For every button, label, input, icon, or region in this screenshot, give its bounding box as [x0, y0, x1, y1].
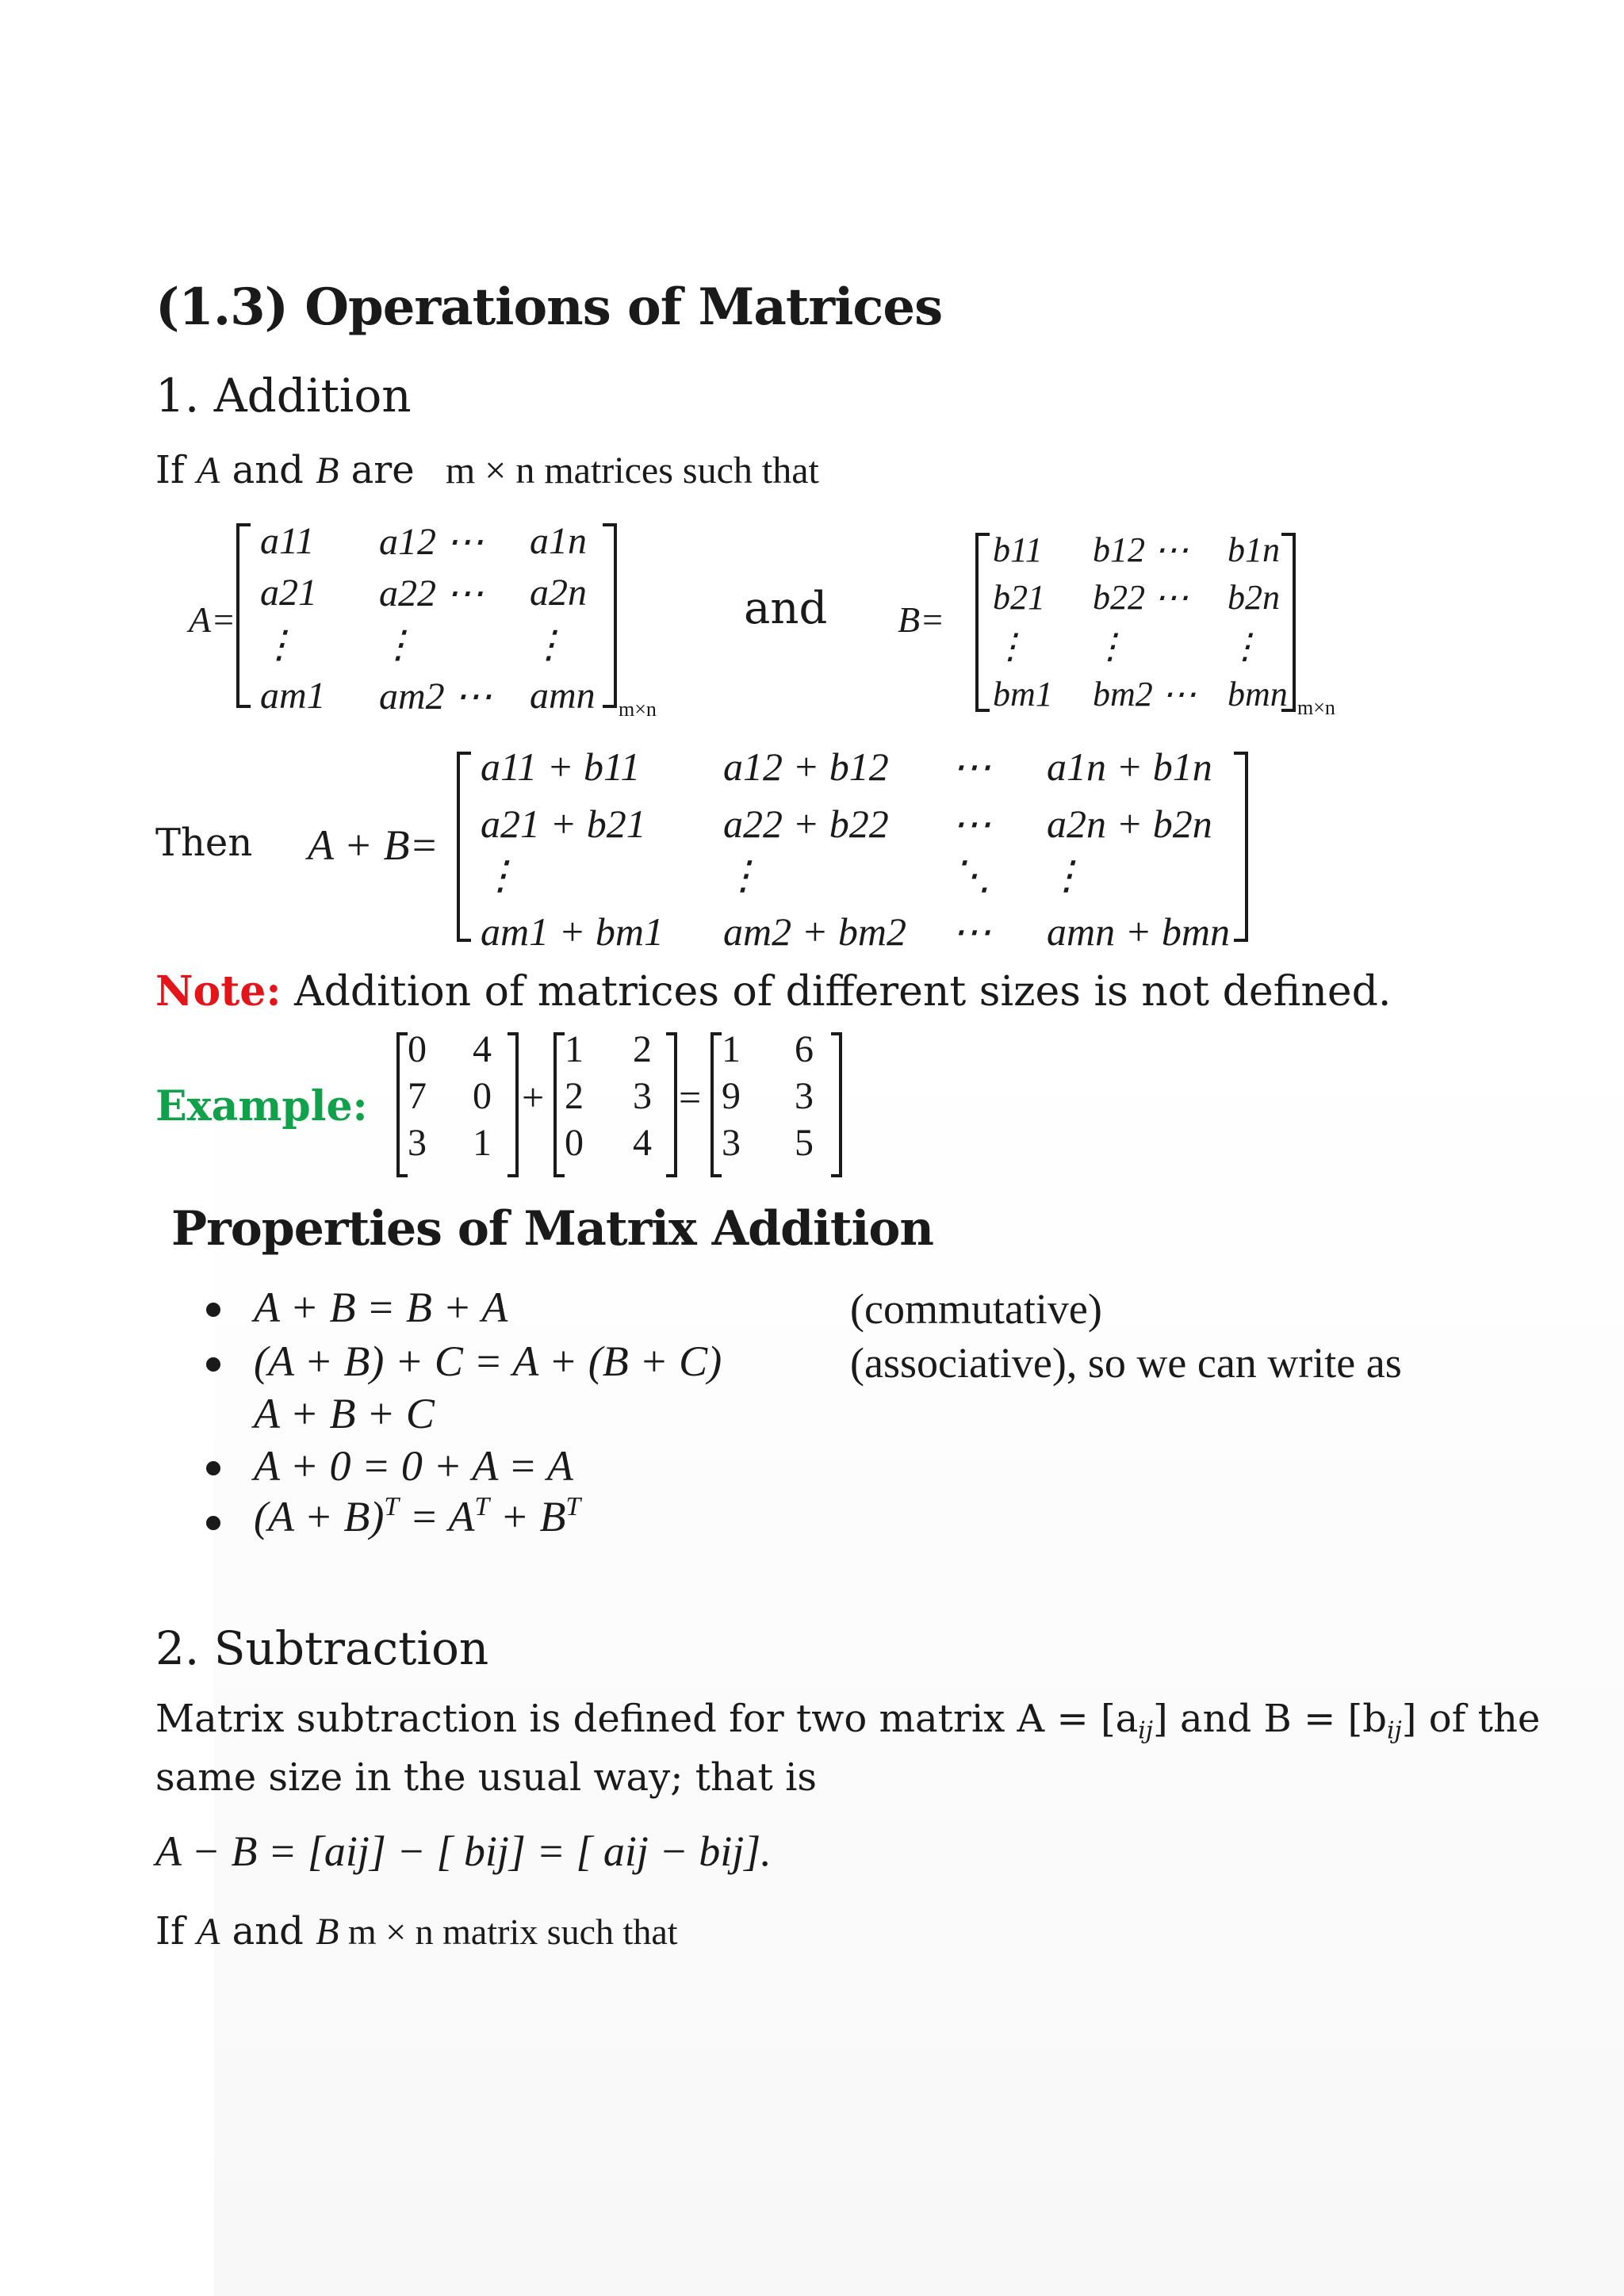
example-bracket-right: [831, 1032, 842, 1177]
bullet: [206, 1303, 220, 1317]
example-matrix-2-cell: 1: [565, 1028, 584, 1070]
last-and: and: [220, 1909, 316, 1954]
note-text: Addition of matrices of different sizes is not defined.: [281, 968, 1392, 1016]
matrix-b-cell: ⋮: [1228, 627, 1262, 666]
sub-line1-end: ] of the: [1401, 1697, 1541, 1741]
property-associative: (A + B) + C = A + (B + C): [254, 1337, 722, 1385]
intro-B: B: [316, 450, 339, 492]
example-matrix-3-cell: 9: [722, 1075, 741, 1117]
matrix-b-cell: b1n: [1228, 530, 1280, 569]
sum-matrix-cell: a12 + b12: [723, 744, 889, 789]
matrix-a-label: A=: [189, 599, 236, 640]
matrix-b-left-bracket: [975, 533, 990, 712]
example-matrix-1-cell: 0: [408, 1028, 427, 1070]
example-matrix-3-cell: 1: [722, 1028, 741, 1070]
matrix-b-cell: b12 ⋯: [1093, 530, 1189, 569]
property-commutative-note: (commutative): [850, 1285, 1102, 1333]
sum-matrix-cell: ⋮: [481, 853, 520, 897]
sub-line1-sub2: ij: [1387, 1716, 1402, 1745]
transpose-part1: (A + B): [254, 1493, 385, 1541]
bullet: [206, 1516, 220, 1530]
example-bracket-left: [553, 1032, 565, 1177]
example-matrix-2-cell: 2: [633, 1028, 652, 1070]
transpose-part3: + B: [489, 1493, 566, 1541]
matrix-a-cell: am1: [260, 675, 326, 717]
subtraction-last-line: [155, 1909, 678, 1954]
example-matrix-1-cell: 3: [408, 1122, 427, 1164]
section-title: (1.3) Operations of Matrices: [155, 277, 943, 337]
example-matrix-3-cell: 6: [795, 1028, 814, 1070]
example-plus: +: [522, 1075, 545, 1119]
subtraction-formula: A − B = [aij] − [ bij] = [ aij − bij].: [155, 1827, 772, 1875]
matrix-a-cell: a22 ⋯: [379, 572, 484, 614]
sum-matrix-cell: ⋯: [952, 802, 991, 846]
sum-matrix-cell: ⋯: [952, 744, 991, 789]
sum-matrix-cell: a11 + b11: [481, 744, 641, 789]
bullet: [206, 1461, 220, 1475]
properties-heading: Properties of Matrix Addition: [171, 1201, 934, 1257]
matrix-b-size: m×n: [1297, 696, 1335, 719]
matrix-a-size: m×n: [619, 698, 657, 721]
sum-matrix-cell: am1 + bm1: [481, 909, 664, 954]
transpose-sup3: T: [565, 1492, 581, 1521]
example-matrix-1-cell: 4: [473, 1028, 492, 1070]
sum-label: A + B=: [308, 821, 439, 869]
property-associative-cont: A + B + C: [254, 1390, 435, 1437]
intro-if: If: [155, 448, 197, 492]
example-matrix-3-cell: 3: [722, 1122, 741, 1164]
matrix-b-cell: bmn: [1228, 675, 1288, 714]
matrix-a-right-bracket: [603, 523, 617, 708]
example-bracket-left: [710, 1032, 722, 1177]
matrix-a-cell: ⋮: [260, 624, 298, 666]
sum-matrix-cell: a1n + b1n: [1047, 744, 1212, 789]
matrix-b-cell: ⋮: [993, 627, 1028, 666]
subtraction-line1: [155, 1697, 1540, 1744]
sum-matrix-cell: ⋱: [952, 853, 991, 897]
last-A: A: [196, 1911, 220, 1953]
property-associative-note: (associative), so we can write as: [850, 1339, 1402, 1387]
sum-right-bracket: [1234, 752, 1248, 942]
and-word: and: [744, 583, 828, 634]
last-if: If: [155, 1909, 197, 1954]
subtraction-line2: same size in the usual way; that is: [155, 1755, 818, 1800]
transpose-sup2: T: [474, 1492, 490, 1521]
property-transpose: [254, 1492, 580, 1541]
matrix-a-cell: a11: [260, 520, 315, 562]
matrix-b-label: B=: [898, 599, 945, 640]
sum-matrix-cell: a21 + b21: [481, 802, 646, 846]
sum-matrix-cell: ⋯: [952, 909, 991, 954]
intro-A: A: [196, 450, 220, 492]
bullet: [206, 1357, 220, 1372]
matrix-b-cell: bm1: [993, 675, 1053, 714]
example-bracket-left: [396, 1032, 408, 1177]
example-matrix-1-cell: 1: [473, 1122, 492, 1164]
then-word: Then: [155, 821, 253, 865]
matrix-a-cell: amn: [530, 675, 596, 717]
note-line: [155, 967, 1391, 1016]
last-dims: m × n matrix such that: [339, 1911, 678, 1952]
example-matrix-2-cell: 4: [633, 1122, 652, 1164]
matrix-a-left-bracket: [236, 523, 251, 708]
subtraction-heading: 2. Subtraction: [155, 1621, 489, 1675]
matrix-a-cell: a21: [260, 572, 317, 614]
last-B: B: [316, 1911, 339, 1953]
sum-matrix-cell: ⋮: [723, 853, 763, 897]
intro-dims: m × n matrices such that: [445, 450, 819, 492]
example-matrix-2-cell: 3: [633, 1075, 652, 1117]
intro-and: and: [220, 448, 316, 492]
matrix-b-cell: b2n: [1228, 578, 1280, 617]
example-label: Example:: [155, 1082, 368, 1131]
note-label: Note:: [155, 967, 282, 1016]
example-matrix-2-cell: 0: [565, 1122, 584, 1164]
sum-matrix-cell: am2 + bm2: [723, 909, 906, 954]
matrix-b-cell: bm2 ⋯: [1093, 675, 1197, 714]
example-matrix-1-cell: 0: [473, 1075, 492, 1117]
matrix-a-cell: a2n: [530, 572, 587, 614]
example-matrix-2-cell: 2: [565, 1075, 584, 1117]
sub-line1-a: Matrix subtraction is defined for two matrix A = [a: [155, 1697, 1139, 1741]
example-matrix-1-cell: 7: [408, 1075, 427, 1117]
example-bracket-right: [508, 1032, 519, 1177]
sub-line1-mid: ] and B = [b: [1153, 1697, 1387, 1741]
matrix-b-cell: b21: [993, 578, 1045, 617]
sum-matrix-cell: ⋮: [1047, 853, 1086, 897]
transpose-part2: = A: [399, 1493, 475, 1541]
matrix-a-cell: ⋮: [379, 624, 417, 666]
example-matrix-3-cell: 3: [795, 1075, 814, 1117]
matrix-b-cell: ⋮: [1093, 627, 1128, 666]
sum-left-bracket: [457, 752, 471, 942]
matrix-b-cell: b22 ⋯: [1093, 578, 1189, 617]
sum-matrix-cell: amn + bmn: [1047, 909, 1230, 954]
matrix-a-cell: ⋮: [530, 624, 568, 666]
sum-matrix-cell: a22 + b22: [723, 802, 889, 846]
addition-heading: 1. Addition: [155, 369, 412, 423]
transpose-sup1: T: [384, 1492, 400, 1521]
example-bracket-right: [666, 1032, 677, 1177]
example-equals: =: [679, 1075, 702, 1119]
example-matrix-3-cell: 5: [795, 1122, 814, 1164]
sub-line1-sub1: ij: [1138, 1716, 1154, 1745]
matrix-b-cell: b11: [993, 530, 1043, 569]
sum-matrix-cell: a2n + b2n: [1047, 802, 1212, 846]
addition-intro: [155, 448, 819, 492]
matrix-a-cell: a12 ⋯: [379, 521, 484, 563]
intro-are: are: [339, 448, 427, 492]
property-identity: A + 0 = 0 + A = A: [254, 1442, 573, 1490]
matrix-a-cell: am2 ⋯: [379, 675, 492, 718]
property-commutative: A + B = B + A: [254, 1284, 508, 1331]
matrix-a-cell: a1n: [530, 520, 587, 562]
